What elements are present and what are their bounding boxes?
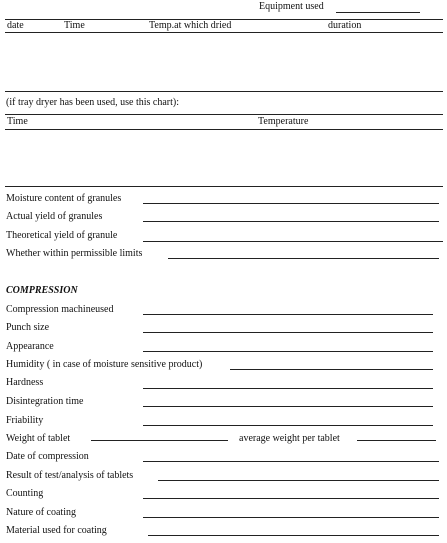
- coating-material-label: Material used for coating: [6, 525, 107, 536]
- compression-machine-label: Compression machineused: [6, 304, 114, 315]
- drying-table-bottom-rule: [5, 91, 443, 92]
- test-result-label: Result of test/analysis of tablets: [6, 470, 134, 481]
- tray-table-top-rule: [5, 114, 443, 115]
- tray-table-bottom-rule: [5, 186, 443, 187]
- humidity-label: Humidity ( in case of moisture sensitive product): [6, 359, 203, 370]
- hardness-label: Hardness: [6, 377, 44, 388]
- tray-table-header-rule: [5, 129, 443, 130]
- nature-of-coating-label: Nature of coating: [6, 507, 76, 518]
- tray-header-time: Time: [7, 116, 28, 127]
- humidity-field[interactable]: [230, 369, 433, 370]
- drying-header-time: Time: [64, 20, 85, 31]
- friability-field[interactable]: [143, 425, 433, 426]
- average-weight-field[interactable]: [357, 440, 436, 441]
- equipment-used-field[interactable]: [336, 12, 420, 13]
- tray-dryer-note: (if tray dryer has been used, use this chart):: [6, 97, 179, 108]
- hardness-field[interactable]: [143, 388, 433, 389]
- disintegration-time-label: Disintegration time: [6, 396, 84, 407]
- weight-of-tablet-label: Weight of tablet: [6, 433, 71, 444]
- average-weight-label: average weight per tablet: [239, 433, 340, 444]
- compression-machine-field[interactable]: [143, 314, 433, 315]
- date-of-compression-label: Date of compression: [6, 451, 89, 462]
- permissible-limits-field[interactable]: [168, 258, 439, 259]
- appearance-field[interactable]: [143, 351, 433, 352]
- date-of-compression-field[interactable]: [143, 461, 439, 462]
- nature-of-coating-field[interactable]: [143, 517, 439, 518]
- moisture-content-label: Moisture content of granules: [6, 193, 122, 204]
- drying-header-date: date: [7, 20, 24, 31]
- permissible-limits-label: Whether within permissible limits: [6, 248, 143, 259]
- counting-label: Counting: [6, 488, 44, 499]
- actual-yield-label: Actual yield of granules: [6, 211, 103, 222]
- theoretical-yield-field[interactable]: [143, 241, 443, 242]
- drying-table-header-rule: [5, 32, 443, 33]
- equipment-used-label: Equipment used: [259, 1, 324, 12]
- drying-header-temp: Temp.at which dried: [149, 20, 232, 31]
- theoretical-yield-label: Theoretical yield of granule: [6, 230, 118, 241]
- friability-label: Friability: [6, 415, 44, 426]
- punch-size-field[interactable]: [143, 332, 433, 333]
- actual-yield-field[interactable]: [143, 221, 439, 222]
- moisture-content-field[interactable]: [143, 203, 439, 204]
- drying-header-duration: duration: [328, 20, 362, 31]
- coating-material-field[interactable]: [148, 535, 439, 536]
- disintegration-time-field[interactable]: [143, 406, 433, 407]
- weight-of-tablet-field[interactable]: [91, 440, 228, 441]
- appearance-label: Appearance: [6, 341, 54, 352]
- tray-header-temperature: Temperature: [258, 116, 309, 127]
- compression-heading: COMPRESSION: [6, 285, 78, 296]
- counting-field[interactable]: [143, 498, 439, 499]
- test-result-field[interactable]: [158, 480, 439, 481]
- punch-size-label: Punch size: [6, 322, 50, 333]
